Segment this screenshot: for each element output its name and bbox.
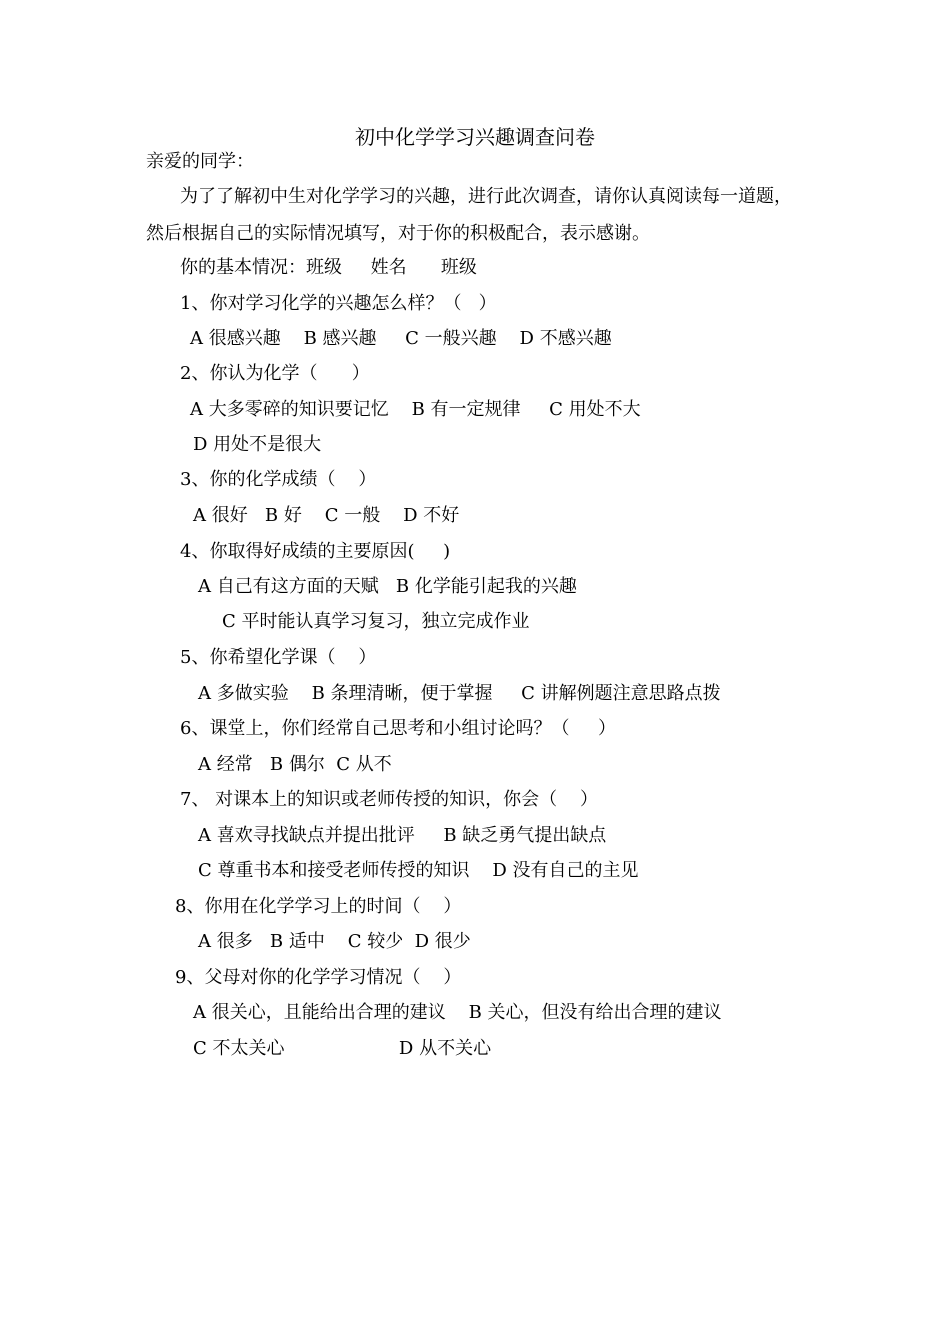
document-title: 初中化学学习兴趣调查问卷 bbox=[355, 125, 595, 149]
greeting: 亲爱的同学： bbox=[146, 151, 254, 172]
question-7-options-line-2: C 尊重书本和接受老师传授的知识 D 没有自己的主见 bbox=[198, 860, 639, 881]
intro-paragraph-line-2: 然后根据自己的实际情况填写，对于你的积极配合，表示感谢。 bbox=[146, 223, 650, 244]
question-4-options-line-1: A 自己有这方面的天赋 B 化学能引起我的兴趣 bbox=[198, 576, 577, 597]
question-2: 2、你认为化学（ ） bbox=[180, 363, 370, 384]
question-4: 4、你取得好成绩的主要原因( ) bbox=[180, 541, 451, 562]
question-5-options: A 多做实验 B 条理清晰，便于掌握 C 讲解例题注意思路点拨 bbox=[198, 683, 721, 704]
question-3-options: A 很好 B 好 C 一般 D 不好 bbox=[193, 505, 460, 526]
intro-paragraph-line-1: 为了了解初中生对化学学习的兴趣，进行此次调查，请你认真阅读每一道题， bbox=[180, 186, 792, 207]
question-2-options-line-1: A 大多零碎的知识要记忆 B 有一定规律 C 用处不大 bbox=[190, 399, 641, 420]
question-9: 9、父母对你的化学学习情况（ ） bbox=[175, 967, 462, 988]
question-8: 8、你用在化学学习上的时间（ ） bbox=[175, 896, 462, 917]
question-9-options-line-2: C 不太关心 D 从不关心 bbox=[193, 1038, 492, 1059]
question-6: 6、课堂上，你们经常自己思考和小组讨论吗？（ ） bbox=[180, 718, 617, 739]
question-2-options-line-2: D 用处不是很大 bbox=[193, 434, 322, 455]
question-3: 3、你的化学成绩（ ） bbox=[180, 469, 377, 490]
question-6-options: A 经常 B 偶尔 C 从不 bbox=[198, 754, 392, 775]
question-1: 1、你对学习化学的兴趣怎么样？（ ） bbox=[180, 293, 497, 314]
question-5: 5、你希望化学课（ ） bbox=[180, 647, 377, 668]
basic-info-line: 你的基本情况：班级 姓名 班级 bbox=[180, 257, 477, 278]
question-7: 7、 对课本上的知识或老师传授的知识，你会（ ） bbox=[180, 789, 599, 810]
question-1-options: A 很感兴趣 B 感兴趣 C 一般兴趣 D 不感兴趣 bbox=[190, 328, 612, 349]
question-8-options: A 很多 B 适中 C 较少 D 很少 bbox=[198, 931, 471, 952]
question-9-options-line-1: A 很关心，且能给出合理的建议 B 关心，但没有给出合理的建议 bbox=[193, 1002, 722, 1023]
question-7-options-line-1: A 喜欢寻找缺点并提出批评 B 缺乏勇气提出缺点 bbox=[198, 825, 607, 846]
question-4-options-line-2: C 平时能认真学习复习，独立完成作业 bbox=[222, 611, 530, 632]
